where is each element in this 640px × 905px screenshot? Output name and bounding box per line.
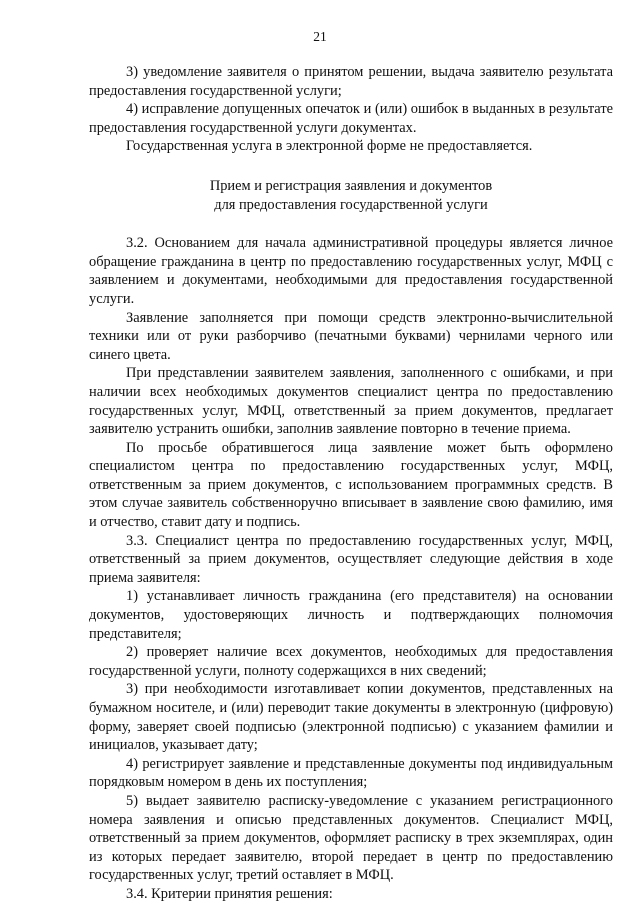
section-heading-line-2: для предоставления государственной услуги xyxy=(214,196,488,213)
paragraph-3-3: 3.3. Специалист центра по предоставлению государственных услуг, МФЦ, ответственный за прием документов, осуществляет следующие действия в ходе приема заявителя: xyxy=(89,532,613,586)
document-content xyxy=(89,63,613,904)
spacer xyxy=(89,214,613,234)
list-item-1: 1) устанавливает личность гражданина (его представителя) на основании документов, удостоверяющих личность и подтверждающих полномочия представителя; xyxy=(89,588,613,642)
paragraph-3-4: 3.4. Критерии принятия решения: xyxy=(126,885,333,902)
paragraph-intro-2: 4) исправление допущенных опечаток и (или) ошибок в выданных в результате предоставления государственной услуги документах. xyxy=(89,101,613,136)
list-item-5: 5) выдает заявителю расписку-уведомление с указанием регистрационного номера заявления и описью представленных документов. Специалист МФЦ, ответственный за прием документов, оформляет расписку в трех экземплярах, один из которых передает заявителю, второй передает в центр по предоставлению государственных услуг, третий оставляет в МФЦ. xyxy=(89,792,613,884)
section-heading-line-1: Прием и регистрация заявления и документов xyxy=(209,177,493,194)
spacer xyxy=(89,156,613,177)
paragraph-errors: При представлении заявителем заявления, заполненного с ошибками, и при наличии всех необходимых документов специалист центра по предоставлению государственных услуг, МФЦ, ответственный за прием документов, предлагает заявителю устранить ошибки, заполнив заявление повторно в течение приема. xyxy=(89,365,613,438)
page-number: 21 xyxy=(313,29,327,44)
paragraph-request-form: По просьбе обратившегося лица заявление может быть оформлено специалистом центра по предоставлению государственных услуг, МФЦ, ответственным за прием документов, с использованием программных средств. В этом случае заявитель собственноручно вписывает в заявление свою фамилию, имя и отчество, ставит дату и подпись. xyxy=(89,439,613,531)
list-item-3: 3) при необходимости изготавливает копии документов, представленных на бумажном носителе, и (или) переводит такие документы в электронную (цифровую) форму, заверяет своей подписью (электронной подписью) с указанием фамилии и инициалов, указывает дату; xyxy=(89,681,613,754)
paragraph-3-2: 3.2. Основанием для начала административной процедуры является личное обращение гражданина в центр по предоставлению государственных услуг, МФЦ с заявлением и документами, необходимыми для предоставления государственной услуги. xyxy=(89,235,613,307)
paragraph-intro-3: Государственная услуга в электронной форме не предоставляется. xyxy=(126,138,533,155)
paragraph-form-filling: Заявление заполняется при помощи средств электронно-вычислительной техники или от руки разборчиво (печатными буквами) чернилами черного или синего цвета. xyxy=(89,309,613,363)
list-item-4: 4) регистрирует заявление и представленные документы под индивидуальным порядковым номером в день их поступления; xyxy=(89,755,613,791)
section-heading xyxy=(89,177,613,214)
list-item-2: 2) проверяет наличие всех документов, необходимых для предоставления государственной услуги, полноту содержащихся в них сведений; xyxy=(89,644,613,679)
paragraph-intro-1: 3) уведомление заявителя о принятом решении, выдача заявителю результата предоставления государственной услуги; xyxy=(89,64,613,99)
